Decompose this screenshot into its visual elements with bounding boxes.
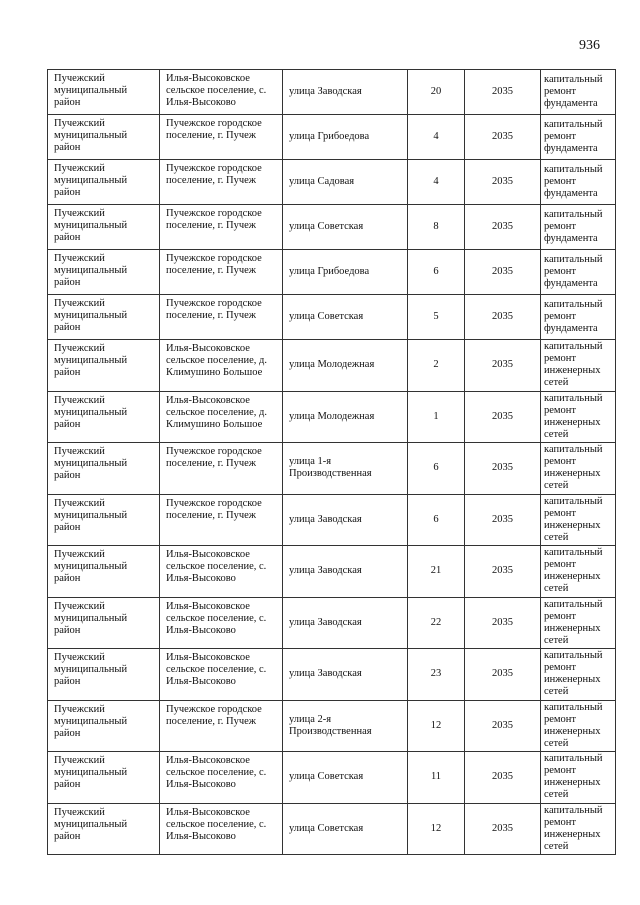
house-number-text: 21 [430,565,442,577]
settlement-cell [160,205,283,250]
table-row [48,70,616,115]
year-cell [465,70,541,115]
district-cell [48,649,160,701]
work-type-cell [541,391,616,443]
year-text: 2035 [492,221,513,232]
street-text: улица Заводская [289,513,362,525]
work-type-cell [541,250,616,295]
work-type-text: капитальный ремонт фундамента [544,299,603,334]
street-text: улица Заводская [289,86,362,97]
work-type-cell [541,803,616,855]
settlement-text: Илья-Высоковское сельское поселение, с. Илья-Высоково [166,549,267,584]
year-text: 2035 [492,86,513,97]
street-text: улица Советская [289,311,364,322]
work-type-text: капитальный ремонт инженерных сетей [544,444,603,492]
settlement-cell [160,494,283,546]
district-cell [48,160,160,205]
table-row [48,205,616,250]
house-number-cell [408,115,465,160]
district-text: Пучежский муниципальный район [54,600,128,636]
table-row [48,443,616,495]
work-type-cell [541,160,616,205]
settlement-text: Илья-Высоковское сельское поселение, с. Илья-Высоково [166,755,267,790]
year-cell [465,546,541,598]
settlement-cell [160,70,283,115]
year-cell [465,205,541,250]
table-body [48,70,616,855]
street-cell [283,250,408,295]
table-row [48,494,616,546]
table-row [48,597,616,649]
street-cell [283,391,408,443]
street-cell [283,494,408,546]
year-cell [465,391,541,443]
district-text: Пучежский муниципальный район [54,703,128,739]
settlement-cell [160,649,283,701]
year-text: 2035 [492,131,513,142]
street-cell [283,803,408,855]
table-row [48,250,616,295]
table-row [48,700,616,752]
year-text: 2035 [492,359,513,371]
street-text: улица Заводская [289,668,362,680]
settlement-cell [160,597,283,649]
house-number-cell [408,494,465,546]
house-number-cell [408,295,465,340]
street-text: улица 2-я Производственная [289,713,372,737]
street-cell [283,295,408,340]
house-number-text: 8 [433,221,439,232]
street-cell [283,160,408,205]
house-number-text: 6 [433,266,439,277]
house-number-cell [408,597,465,649]
work-type-cell [541,597,616,649]
house-number-text: 11 [430,771,442,783]
house-number-text: 23 [430,668,442,680]
work-type-cell [541,494,616,546]
district-text: Пучежский муниципальный район [54,446,128,481]
district-cell [48,250,160,295]
settlement-cell [160,546,283,598]
district-cell [48,494,160,546]
settlement-cell [160,295,283,340]
street-text: улица Советская [289,221,364,232]
work-type-text: капитальный ремонт фундамента [544,209,603,244]
house-number-text: 4 [433,176,439,187]
street-cell [283,115,408,160]
district-text: Пучежский муниципальный район [54,73,128,108]
district-text: Пучежский муниципальный район [54,343,128,378]
street-cell [283,597,408,649]
settlement-text: Пучежское городское поселение, г. Пучеж [166,163,262,186]
work-type-text: капитальный ремонт инженерных сетей [544,495,603,543]
settlement-text: Пучежское городское поселение, г. Пучеж [166,298,262,321]
year-text: 2035 [492,513,513,525]
work-type-text: капитальный ремонт фундамента [544,119,603,154]
work-type-cell [541,443,616,495]
settlement-cell [160,803,283,855]
table-row [48,752,616,804]
work-type-text: капитальный ремонт инженерных сетей [544,804,603,852]
district-text: Пучежский муниципальный район [54,755,128,790]
settlement-text: Илья-Высоковское сельское поселение, д. Климушино Большое [166,394,267,430]
house-number-cell [408,205,465,250]
district-cell [48,546,160,598]
house-number-cell [408,250,465,295]
settlement-text: Пучежское городское поселение, г. Пучеж [166,446,262,469]
street-cell [283,546,408,598]
work-type-cell [541,700,616,752]
settlement-cell [160,340,283,392]
year-text: 2035 [492,462,513,474]
table-row [48,160,616,205]
district-cell [48,115,160,160]
work-type-cell [541,340,616,392]
settlement-text: Илья-Высоковское сельское поселение, с. Илья-Высоково [166,806,267,842]
year-cell [465,115,541,160]
work-type-cell [541,752,616,804]
work-type-cell [541,546,616,598]
district-cell [48,295,160,340]
work-type-cell [541,115,616,160]
street-text: улица Садовая [289,176,355,187]
house-number-cell [408,546,465,598]
work-type-cell [541,70,616,115]
house-number-text: 20 [430,86,442,97]
district-text: Пучежский муниципальный район [54,163,128,198]
district-text: Пучежский муниципальный район [54,298,128,333]
house-number-text: 6 [433,513,439,525]
settlement-cell [160,443,283,495]
street-cell [283,205,408,250]
settlement-cell [160,391,283,443]
street-cell [283,340,408,392]
district-cell [48,391,160,443]
district-text: Пучежский муниципальный район [54,497,128,533]
work-type-text: капитальный ремонт фундамента [544,164,603,199]
year-cell [465,649,541,701]
year-cell [465,295,541,340]
table-row [48,115,616,160]
settlement-text: Илья-Высоковское сельское поселение, д. Климушино Большое [166,343,267,378]
district-text: Пучежский муниципальный район [54,652,128,687]
house-number-text: 12 [430,719,442,731]
work-type-text: капитальный ремонт инженерных сетей [544,753,603,801]
settlement-text: Пучежское городское поселение, г. Пучеж [166,253,262,276]
settlement-text: Пучежское городское поселение, г. Пучеж [166,497,262,521]
settlement-text: Пучежское городское поселение, г. Пучеж [166,703,262,727]
settlement-text: Илья-Высоковское сельское поселение, с. Илья-Высоково [166,73,267,108]
district-text: Пучежский муниципальный район [54,253,128,288]
settlement-cell [160,752,283,804]
house-number-text: 2 [433,359,439,371]
street-text: улица Грибоедова [289,131,370,142]
settlement-cell [160,160,283,205]
street-cell [283,700,408,752]
house-number-cell [408,803,465,855]
house-number-text: 5 [433,311,439,322]
street-cell [283,752,408,804]
settlement-text: Пучежское городское поселение, г. Пучеж [166,118,262,141]
district-cell [48,700,160,752]
house-number-text: 1 [433,410,439,422]
house-number-text: 12 [430,822,442,834]
housing-repair-table [47,69,616,855]
work-type-cell [541,205,616,250]
house-number-cell [408,700,465,752]
settlement-text: Илья-Высоковское сельское поселение, с. Илья-Высоково [166,652,267,687]
settlement-cell [160,115,283,160]
street-cell [283,649,408,701]
street-text: улица Заводская [289,616,362,628]
year-text: 2035 [492,565,513,577]
year-text: 2035 [492,410,513,422]
district-text: Пучежский муниципальный район [54,806,128,842]
work-type-text: капитальный ремонт инженерных сетей [544,547,603,595]
street-text: улица Советская [289,771,364,783]
street-text: улица Заводская [289,565,362,577]
district-text: Пучежский муниципальный район [54,549,128,584]
work-type-cell [541,295,616,340]
house-number-cell [408,340,465,392]
year-cell [465,803,541,855]
table-row [48,340,616,392]
house-number-cell [408,391,465,443]
district-cell [48,340,160,392]
year-text: 2035 [492,311,513,322]
year-text: 2035 [492,616,513,628]
table-row [48,391,616,443]
table-row [48,803,616,855]
work-type-text: капитальный ремонт инженерных сетей [544,392,603,440]
year-cell [465,597,541,649]
year-cell [465,443,541,495]
street-text: улица 1-я Производственная [289,456,372,480]
work-type-text: капитальный ремонт инженерных сетей [544,701,603,749]
district-cell [48,205,160,250]
house-number-cell [408,649,465,701]
district-cell [48,752,160,804]
year-cell [465,700,541,752]
house-number-text: 22 [430,616,442,628]
year-text: 2035 [492,266,513,277]
year-cell [465,160,541,205]
district-cell [48,70,160,115]
settlement-cell [160,250,283,295]
district-cell [48,803,160,855]
house-number-cell [408,443,465,495]
settlement-text: Илья-Высоковское сельское поселение, с. Илья-Высоково [166,600,267,636]
work-type-text: капитальный ремонт фундамента [544,74,603,109]
work-type-text: капитальный ремонт инженерных сетей [544,650,603,698]
year-text: 2035 [492,771,513,783]
settlement-text: Пучежское городское поселение, г. Пучеж [166,208,262,231]
house-number-cell [408,160,465,205]
street-cell [283,443,408,495]
year-cell [465,752,541,804]
page-number: 936 [579,38,600,53]
house-number-cell [408,70,465,115]
year-cell [465,250,541,295]
table-row [48,649,616,701]
street-cell [283,70,408,115]
work-type-text: капитальный ремонт фундамента [544,254,603,289]
year-cell [465,340,541,392]
year-text: 2035 [492,719,513,731]
district-text: Пучежский муниципальный район [54,118,128,153]
district-text: Пучежский муниципальный район [54,394,128,430]
house-number-text: 6 [433,462,439,474]
year-cell [465,494,541,546]
work-type-text: капитальный ремонт инженерных сетей [544,598,603,646]
district-text: Пучежский муниципальный район [54,208,128,243]
work-type-text: капитальный ремонт инженерных сетей [544,341,603,389]
year-text: 2035 [492,668,513,680]
street-text: улица Молодежная [289,359,375,371]
table-row [48,546,616,598]
street-text: улица Грибоедова [289,266,370,277]
house-number-cell [408,752,465,804]
street-text: улица Молодежная [289,410,375,422]
district-cell [48,597,160,649]
settlement-cell [160,700,283,752]
work-type-cell [541,649,616,701]
house-number-text: 4 [433,131,439,142]
year-text: 2035 [492,176,513,187]
district-cell [48,443,160,495]
table-row [48,295,616,340]
year-text: 2035 [492,822,513,834]
street-text: улица Советская [289,822,364,834]
